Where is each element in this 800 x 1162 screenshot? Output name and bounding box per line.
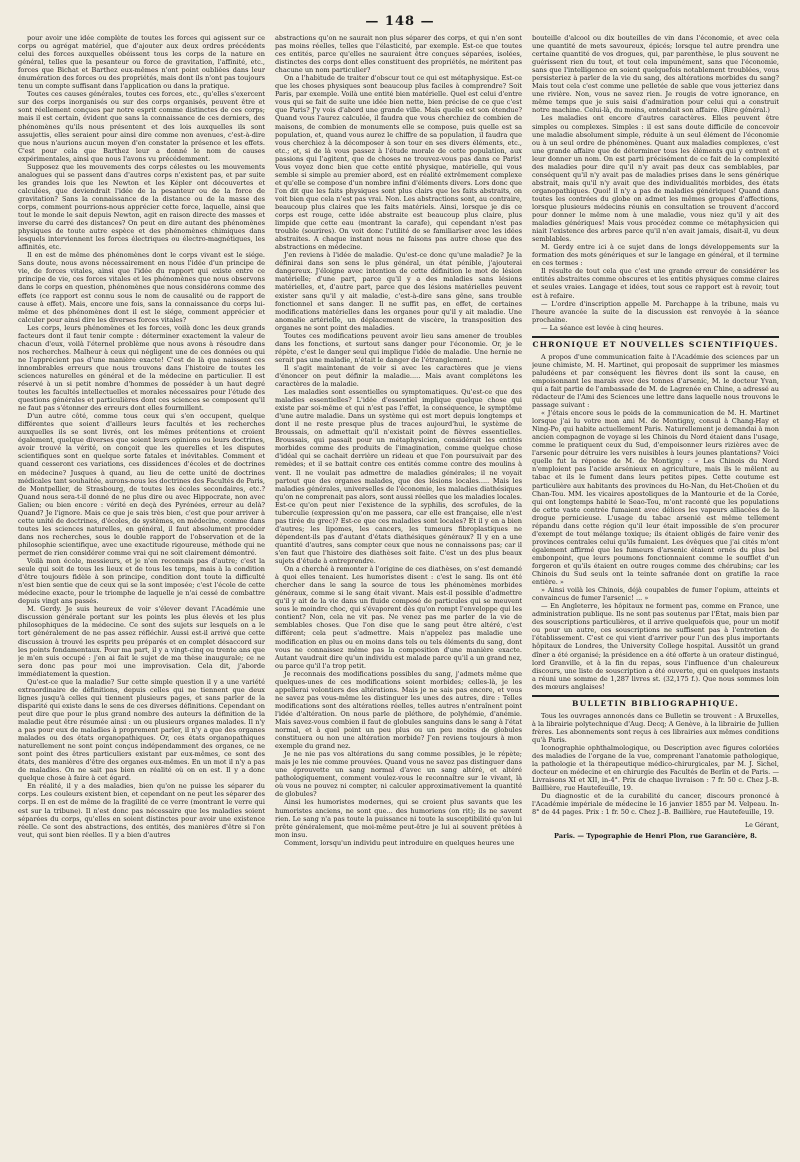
paragraph: Il résulte de tout cela que c'est une grande erreur de considérer les entités abstraites comme obscures et les entités physiques comme claires et seules vraies. Langage et idées, tout sous ce rapport est à revoir, tout est à refaire. xyxy=(532,267,779,300)
paragraph: pour avoir une idée complète de toutes les forces qui agissent sur ce corps ou agrégat matériel, que d'ajouter aux deux ordres précédents celui des forces auxquelles obéissent tous les corps de la nature en général, telles que la pesanteur ou force de gravitation, l'affinité, etc., forces que Bichat et Barthez eux-mêmes n'ont point oubliées dans leur énumération des forces ou des propriétés, mais dont ils n'ont pas toujours tenu un compte suffisant dans l'application ou dans la pratique. xyxy=(18,34,265,91)
paragraph: Toutes ces causes générales, toutes ces forces, etc., qu'elles s'exercent sur des corps inorganisés ou sur des corps organisés, peuvent être et sont réellement conçues par notre esprit comme distinctes de ces corps; mais il est certain, évident que sans la connaissance de ces derniers, des phénomènes qu'ils nous présentent et des lois auxquelles ils sont assujettis, elles seraient pour ainsi dire comme non avenues, c'est-à-dire que nous n'aurions aucun moyen d'en constater la présence et les effets. C'est pour cela que Barthez leur a donné le nom de causes expérimentales, ainsi que nous l'avons vu précédemment. xyxy=(18,90,265,163)
paragraph: « J'étais encore sous le poids de la communication de M. H. Martinet lorsque j'ai lu votre mon ami M. de Montigny, consul à Chang-Hay et Ning-Po, qui habite actuellement Paris. Naturellement je demandai à mon ancien compagnon de voyage si les Chinois du Nord étaient dans l'usage, comme le pratiquent ceux du Sud, d'empoisonner leurs rizières avec de l'arsenic pour détruire les vers nuisibles à leurs jeunes plantations? Voici quelle fut la réponse de M. de Montigny : « Les Chinois du Nord n'emploient pas l'acide arsénieux en agriculture, mais ils le mêlent au tabac et ils le fument dans leurs petites pipes. Cette coutume est particulière aux habitants des provinces du Ho-Nan, du Het-Choüen et du Chan-Tou. MM. les vicaires apostoliques de la Mantourie et de la Corée, qui ont longtemps habité le Seao-Tou, m'ont raconté que les populations de cette vaste contrée fumaient avec délices les vapeurs alliacées de la drogue pernicieuse. L'usage du tabac arsenié est même tellement répandu dans cette région qu'il leur était impossible de s'en procurer d'exempt de tout mélange toxique; ils étaient obligés de faire venir des provinces centrales celui qu'ils fumaient. Les évêques que j'ai cités m'ont également affirmé que les fumeurs d'arsenic étaient ornés du plus bel embonpoint, que leurs poumons fonctionnaient comme le soufflet d'un forgeron et qu'ils étaient en outre rouges comme des chérubins; car les Chinois du Sud seuls ont la teinte safranée dont on gratifie la race entière. » xyxy=(532,409,779,587)
page-header xyxy=(0,10,800,29)
bulletin-heading: BULLETIN BIBLIOGRAPHIQUE. xyxy=(572,698,739,708)
paragraph: En réalité, il y a des maladies, bien qu'on ne puisse les séparer du corps. Les couleurs existent bien, et cependant on ne peut les séparer des corps. Il en est de même de la fragilité de ce verre (montrant le verre qui est sur la tribune). Il n'est donc pas nécessaire que les maladies soient séparées du corps, qu'elles en soient distinctes pour avoir une existence réelle. Ce sont des abstractions, des entités, des manières d'être si l'on veut, qui sont bien réelles. Il y a bien d'autres xyxy=(18,782,265,839)
paragraph: » Ainsi voilà les Chinois, déjà coupables de fumer l'opium, atteints et convaincus de fumer l'arsenic! ... » xyxy=(532,586,779,603)
gerant-signature: Le Gérant, xyxy=(744,822,779,830)
paragraph: — L'ordre d'inscription appelle M. Parchappe à la tribune, mais vu l'heure avancée la suite de la discussion est renvoyée à la séance prochaine. xyxy=(532,299,779,324)
paragraph: Il s'agit maintenant de voir si avec les caractères que je viens d'énoncer on peut définir la maladie..... Mais avant complétons les caractères de la maladie. xyxy=(275,363,522,389)
paragraph: — En Angleterre, les hôpitaux ne forment pas, comme en France, une administration publique. Ils ne sont pas soutenus par l'État, mais bien par des souscriptions particulières, et il arrive quelquefois que, pour un motif ou pour un autre, ces souscriptions ne suffisent pas à l'entretien de l'établissement. C'est ce qui vient d'arriver pour l'un des plus importants hôpitaux de Londres, the University College hospital. Aussitôt un grand dîner a été organisé; la présidence en a été offerte à un orateur distingué, lord Granville, et à la fin du repas, sous l'influence d'un chaleureux discours, une liste de souscription a été ouverte, qui en quelques instants a réuni une somme de 1,287 livres st. (32,175 f.). Que nous sommes loin des mœurs anglaises! xyxy=(532,602,779,691)
bibliography-entry: Du diagnostic et de la curabilité du cancer, discours prononcé à l'Académie impériale de médecine le 16 janvier 1855 par M. Velpeau. In-8° de 44 pages. Prix : 1 fr. 50 c. Chez J.-B. Baillière, rue Hautefeuille, 19. xyxy=(532,792,779,817)
paragraph: Il en est de même des phénomènes dont le corps vivant est le siége. Sans doute, nous avons nécessairement en nous l'idée d'un principe de vie, de forces vitales, ainsi que l'idée du rapport qui existe entre ce principe de vie, ces forces vitales et les phénomènes que nous observons dans le corps en question, phénomènes que nous considérons comme des effets (ce rapport est connu sous le nom de causalité ou de rapport de cause à effet). Mais, encore une fois, sans la connaissance du corps lui-même et des phénomènes dont il est le siége, comment apprécier et calculer pour ainsi dire les diverses forces vitales? xyxy=(18,251,265,324)
paragraph: M. Gerdy entre ici à ce sujet dans de longs développements sur la formation des mots génériques et sur le langage en général, et il termine en ces termes : xyxy=(532,243,779,268)
paragraph: On a cherché à remonter à l'origine de ces diathèses, on s'est demandé à quoi elles tenaient. Les humoristes disent : c'est le sang. Ils ont été chercher dans le sang la source de tous les phénomènes morbides généraux, comme si le sang était vivant. Mais est-il possible d'admettre qu'il y ait de la vie dans un fluide composé de particules qui se meuvent sous le moindre choc, qui s'évaporent dès qu'on rompt l'enveloppe qui les contient? Non, cela ne vit pas. Ne venez pas me parler de la vie de semblables choses. Que l'on dise que le sang peut être altéré, c'est différent; cela peut s'admettre. Mais n'appelez pas maladie une modification en plus ou en moins dans tels ou tels éléments du sang, dont vous ne connaissez même pas la composition d'une manière exacte. Autant vaudrait dire qu'un individu est malade parce qu'il a un grand nez, ou parce qu'il l'a trop petit. xyxy=(275,565,522,670)
paragraph: abstractions qu'on ne saurait non plus séparer des corps, et qui n'en sont pas moins réelles, telles que l'élasticité, par exemple. Est-ce que toutes ces entités, parce qu'elles ne sauraient être conçues séparées, isolées, distinctes des corps dont elles constituent des propriétés, ne méritent pas chacune un nom particulier? xyxy=(275,34,522,75)
paragraph: Je reconnais des modifications possibles du sang, j'admets même que quelques-unes de ces modifications soient morbides; celles-là, je les appellerai volontiers des altérations. Mais je ne sais pas encore, et vous ne savez pas vous-même les distinguer les unes des autres, dire : Telles modifications sont des altérations réelles, telles autres n'entraînent point l'idée d'altération. On nous parle de pléthore, de polyhémie, d'anémie. Mais savez-vous combien il faut de globules sanguins dans le sang à l'état normal, et à quel point un peu plus ou un peu moins de globules constituera ou non une altération morbide? J'en reviens toujours à mon exemple du grand nez. xyxy=(275,669,522,751)
chronique-text xyxy=(532,353,779,691)
chronique-heading: CHRONIQUE ET NOUVELLES SCIENTIFIQUES. xyxy=(532,339,779,349)
bibliography-entry: Iconographie ophthalmologique, ou Description avec figures coloriées des maladies de l'organe de la vue, comprenant l'anatomie pathologique, la pathologie et la thérapeutique médico-chirurgicales, par M. J. Sichel, docteur en médecine et en chirurgie des Facultés de Berlin et de Paris. — Livraisons XI et XII, in-4°. Prix de chaque livraison : 7 fr. 50 c. Chez J.-B. Baillière, rue Hautefeuille, 19. xyxy=(532,743,779,793)
paragraph: Les corps, leurs phénomènes et les forces, voilà donc les deux grands facteurs dont il faut tenir compte : déterminer exactement la valeur de chacun d'eux, voilà l'éternel problème que nous avons à résoudre dans nos recherches. Malheur à ceux qui négligent une de ces données ou qui ne l'apprécient pas d'une manière exacte! C'est de là que naissent ces innombrables erreurs que nous trouvons dans l'histoire de toutes les sciences naturelles en général et de la médecine en particulier. Il est réservé à un si petit nombre d'hommes de posséder à un haut degré toutes les facultés intellectuelles et morales nécessaires pour l'étude des questions générales et particulières dont ces sciences se composent qu'il ne faut pas s'étonner des erreurs dont elles fourmillent. xyxy=(18,323,265,413)
page-number: — 148 — xyxy=(365,14,435,29)
paragraph: Je ne nie pas vos altérations du sang comme possibles, je le répète; mais je les nie comme prouvées. Quand vous ne savez pas distinguer dans une éprouvette un sang normal d'avec un sang altéré, et altéré pathologiquement, comment voulez-vous le reconnaître sur le vivant, là où vous ne pouvez ni compter, ni calculer approximativement la quantité de globules? xyxy=(275,750,522,799)
paragraph: bouteille d'alcool ou dix bouteilles de vin dans l'économie, et avec cela une quantité de mets savoureux, épicés; lorsque tel autre prendra une certaine quantité de vos drogues, qui, par parenthèse, le plus souvent ne guérissent rien du tout, et tout cela impunément, sans que l'économie, sans que l'intelligence en soient quelquefois notablement troublées, vous persisteriez à parler de la vie du sang, des altérations morbides du sang? Mais tout cela c'est comme une pelletée de sable que vous jetteriez dans une rivière. Non, vous ne savez rien. Je rougis de votre ignorance, en même temps que je suis saisi d'admiration pour celui qui a construit notre machine. Celui-là, du moins, entendait son affaire. (Rire général.) xyxy=(532,34,779,115)
column-right xyxy=(532,34,779,1134)
text-columns xyxy=(18,34,784,1134)
printer-imprint: Paris. — Typographie de Henri Plon, rue Garancière, 8. xyxy=(554,832,757,841)
section-divider xyxy=(532,695,779,697)
paragraph: Comment, lorsqu'un individu peut introduire en quelques heures une xyxy=(284,838,515,847)
paragraph: J'en reviens à l'idée de maladie. Qu'est-ce donc qu'une maladie? Je la définirai dans son sens le plus général, un état pénible, j'ajouterai dangereux. J'éloigne avec intention de cette définition le mot de lésion matérielle; d'une part, parce qu'il y a des maladies sans lésions matérielles, et, d'autre part, parce que des lésions matérielles peuvent exister sans qu'il y ait maladie, c'est-à-dire sans gêne, sans trouble fonctionnel et sans danger. Il ne suffit pas, en effet, de certaines modifications matérielles dans les organes pour qu'il y ait maladie. Une anomalie artérielle, un déplacement de viscère, la transposition des organes ne sont point des maladies. xyxy=(275,251,522,332)
paragraph: On a l'habitude de traiter d'obscur tout ce qui est métaphysique. Est-ce que les choses physiques sont beaucoup plus faciles à comprendre? Soit Paris, par exemple. Voilà une entité bien matérielle. Quel est celui d'entre vous qui se fait de suite une idée bien nette, bien précise de ce que c'est que Paris? J'y vois d'abord une grande ville. Mais quelle est son étendue? Quand vous l'aurez calculée, il faudra que vous cherchiez de combien de maisons, de combien de monuments elle se compose, puis quelle est sa population, et, quand vous aurez le chiffre de sa population, il faudra que vous cherchiez à la décomposer à son tour en ses divers éléments, etc., etc.; et, si de là vous passez à l'étude morale de cette population, aux passions qui l'agitent, que de choses ne trouvez-vous pas dans ce Paris! Vous voyez donc bien que cette entité physique, matérielle, qui vous semble si simple au premier abord, est en réalité extrêmement complexe et qu'elle se compose d'un nombre infini d'éléments divers. Lors donc que l'on dit que les faits physiques sont plus clairs que les faits abstraits, on voit bien que cela n'est pas vrai. Non. Les abstractions sont, au contraire, beaucoup plus claires que les faits matériels. Ainsi, lorsque je dis ce corps est rouge, cette idée abstraite est beaucoup plus claire, plus limpide que cette eau (montrant la carafe), qui cependant n'est pas trouble (sourires). On voit donc l'utilité de se familiariser avec les idées abstraites. A chaque instant nous ne faisons pas autre chose que des abstractions en médecine. xyxy=(275,74,522,252)
paragraph: Les maladies ont encore d'autres caractères. Elles peuvent être simples ou complexes. Simples : il est sans doute difficile de concevoir une maladie absolument simple, réduite à un seul élément de l'économie ou à un seul ordre de phénomènes. Quant aux maladies complexes, c'est une grande affaire que de déterminer tous les éléments qui y entrent et leur donner un nom. On est parti précisément de ce fait de la complexité des maladies pour dire qu'il n'y avait pas deux cas semblables, par conséquent qu'il n'y avait pas de maladies prises dans le sens générique abstrait, mais qu'il n'y avait que des individualités morbides, des états organopathiques. Quoi! il n'y a pas de maladies génériques! Quand dans toutes les contrées du globe on admet les mêmes groupes d'affections, lorsque plusieurs médecins réunis en consultation se trouvent d'accord pour donner le même nom à une maladie, vous niez qu'il y ait des maladies génériques! Mais vous procédez comme ce métaphysicien qui niait l'existence des arbres parce qu'il n'en avait jamais, disait-il, vu deux semblables. xyxy=(532,114,779,244)
bibliography-entry: Tous les ouvrages annoncés dans ce Bulletin se trouvent : A Bruxelles, à la librairie polytechnique d'Aug. Decq; A Genève, à la librairie de Jullien frères. Les abonnements sont reçus à ces librairies aux mêmes conditions qu'à Paris. xyxy=(532,711,779,744)
section-divider xyxy=(532,336,779,338)
paragraph: Les maladies sont essentielles ou symptomatiques. Qu'est-ce que des maladies essentielles? L'idée d'essentiel implique quelque chose qui existe par soi-même et qui n'est pas l'effet, la conséquence, le symptôme d'une autre maladie. Dans un système qui est mort depuis longtemps et dont il ne reste presque plus de traces aujourd'hui, le système de Broussais, on admettait qu'il n'existait point de fièvres essentielles. Broussais, qui passait pour un métaphysicien, considérait les entités morbides comme des produits de l'imagination, comme quelque chose d'idéal qui se cachait derrière un rideau et que l'on poursuivait par des remèdes; et il se battait contre ces entités comme contre des moulins à vent. Il ne voulait pas admettre de maladies générales; il ne voyait partout que des organes malades, que des lésions locales..... Mais les maladies générales, universelles de l'économie, les maladies diathésiques qu'on ne comprenait pas alors, sont aussi réelles que les maladies locales. Est-ce qu'on peut nier l'existence de la syphilis, des scrofules, de la tuberculie (expression qu'on me passera, car elle est française, elle n'est pas tirée du grec)? Est-ce que ces maladies sont locales? Et il y en a bien d'autres; les lipomes, les cancers, les tumeurs fibroplastiques ne dépendent-ils pas d'autant d'états diathésiques généraux? Il y en a une quantité d'autres, sans compter ceux que nous ne connaissons pas; car il s'en faut que l'histoire des diathèses soit faite. C'est un des plus beaux sujets d'étude à entreprendre. xyxy=(275,388,522,566)
paragraph: — La séance est levée à cinq heures. xyxy=(541,323,664,332)
paragraph: Ainsi les humoristes modernes, qui se croient plus savants que les humoristes anciens, ne sont que... des humoriens (on rit); ils ne savent rien. Le sang n'a pas toute la puissance ni toute la susceptibilité qu'on lui prête généralement, que moi-même peut-être je lui ai souvent prêtées à mon insu. xyxy=(275,798,522,839)
paragraph: Supposez que les mouvements des corps célestes ou les mouvements analogues qui se passent dans d'autres corps n'existent pas, et par suite les grandes lois que les Newton et les Képler ont découvertes et calculées, que deviendrait l'idée de la pesanteur ou de la force de gravitation? Sans la connaissance de la distance ou de la masse des corps, comment pourrions-nous apprécier cette force, laquelle, ainsi que tout le monde le sait depuis Newton, agit en raison directe des masses et inverse du carré des distances? On peut en dire autant des phénomènes physiques de toute autre espèce et des phénomènes chimiques dans lesquels interviennent les forces électriques ou électro-magnétiques, les affinités, etc. xyxy=(18,162,265,252)
paragraph: M. Gerdy. Je suis heureux de voir s'élever devant l'Académie une discussion générale portant sur les points les plus élevés et les plus philosophiques de la médecine. Ce sont des sujets sur lesquels on a le tort généralement de ne pas assez réfléchir. Aussi est-il arrivé que cette discussion à trouvé les esprits peu préparés et en complet désaccord sur les points fondamentaux. Pour ma part, il y a vingt-cinq ou trente ans que je m'en suis occupé : j'en ai fait le sujet de ma thèse inaugurale; ce ne sera donc pas pour moi une improvisation. Cela dit, j'aborde immédiatement la question. xyxy=(18,605,265,678)
paragraph: Qu'est-ce que la maladie? Sur cette simple question il y a une variété extraordinaire de définitions, depuis celles qui ne tiennent que deux lignes jusqu'à celles qui tiennent plusieurs pages, et sans parler de la disparité qui existe dans le sens de ces diverses définitions. Cependant on peut dire que pour le plus grand nombre des auteurs la définition de la maladie peut être résumée ainsi : un ou plusieurs organes malades. Il n'y a pas pour eux de maladies à proprement parler, il n'y a que des organes malades ou des états organopathiques. Or, ces états organopathiques naturellement ne sont point conçus indépendamment des organes, ce ne sont point des êtres particuliers existant par eux-mêmes, ce sont des états, des manières d'être des organes eux-mêmes. En un mot il n'y a pas de maladies. On ne sait pas bien en réalité où on en est. Il y a donc quelque chose à faire à cet égard. xyxy=(18,677,265,783)
column-right-continuation xyxy=(532,34,779,332)
column-left xyxy=(18,34,265,1134)
paragraph: A propos d'une communication faite à l'Académie des sciences par un jeune chimiste, M. H. Martinet, qui proposait de supprimer les miasmes paludéens et par conséquent les fièvres dont ils sont la cause, en empoisonnant les marais avec des tonnes d'arsenic, M. le docteur Yvan, qui a fait partie de l'ambassade de M. de Lagrenée en Chine, a adressé au rédacteur de l'Ami des Sciences une lettre dans laquelle nous trouvons le passage suivant : xyxy=(532,352,779,410)
paragraph: Toutes ces modifications peuvent avoir lieu sans amener de troubles dans les fonctions, et surtout sans danger pour l'économie. Or, je le répète, c'est le danger seul qui implique l'idée de maladie. Une hernie ne serait pas une maladie, n'était le danger de l'étranglement. xyxy=(275,331,522,364)
paragraph: D'un autre côté, comme tous ceux qui s'en occupent, quelque différentes que soient d'ailleurs leurs facultés et les recherches auxquelles ils se sont livrés, ont les mêmes prétentions et croient également, quelque diverses que soient leurs opinions ou leurs doctrines, avoir trouvé la vérité, on conçoit que les querelles et les disputes scientifiques sont en quelque sorte fatales et inévitables. Comment et quand cesseront ces variations, ces dissidences d'écoles et de doctrines en médecine? Jusques à quand, au lieu de cette unité de doctrines médicales tant souhaitée, aurons-nous les doctrines des Facultés de Paris, de Montpellier, de Strasbourg, de toutes les écoles secondaires, etc.? Quand nous sera-t-il donné de ne plus dire ou avec Hippocrate, non avec Galien; ou bien encore : vérité en deçà des Pyrénées, erreur au delà? Quand? Je l'ignore. Mais ce que je sais très bien, c'est que pour arriver à cette unité de doctrines, d'écoles, de systèmes, en médecine, comme dans toutes les sciences naturelles, en général, il faut absolument procéder dans nos recherches, sous le double rapport de l'observation et de la philosophie scientifique, avec une exactitude rigoureuse, méthode qui ne permet de rien considérer comme vrai qui ne soit clairement démontré. xyxy=(18,412,265,557)
bulletin-text xyxy=(532,712,779,817)
column-middle xyxy=(275,34,522,1134)
paragraph: Voilà mon école, messieurs, et je n'en reconnais pas d'autre; c'est la seule qui soit de tous les lieux et de tous les temps, mais à la condition d'être toujours fidèle à son principe, condition dont toute la difficulté n'est bien sentie que de ceux qui se la sont imposée; c'est l'école de cette médecine exacte, pour le triomphe de laquelle je n'ai cessé de combattre depuis vingt ans passés. xyxy=(18,557,265,606)
